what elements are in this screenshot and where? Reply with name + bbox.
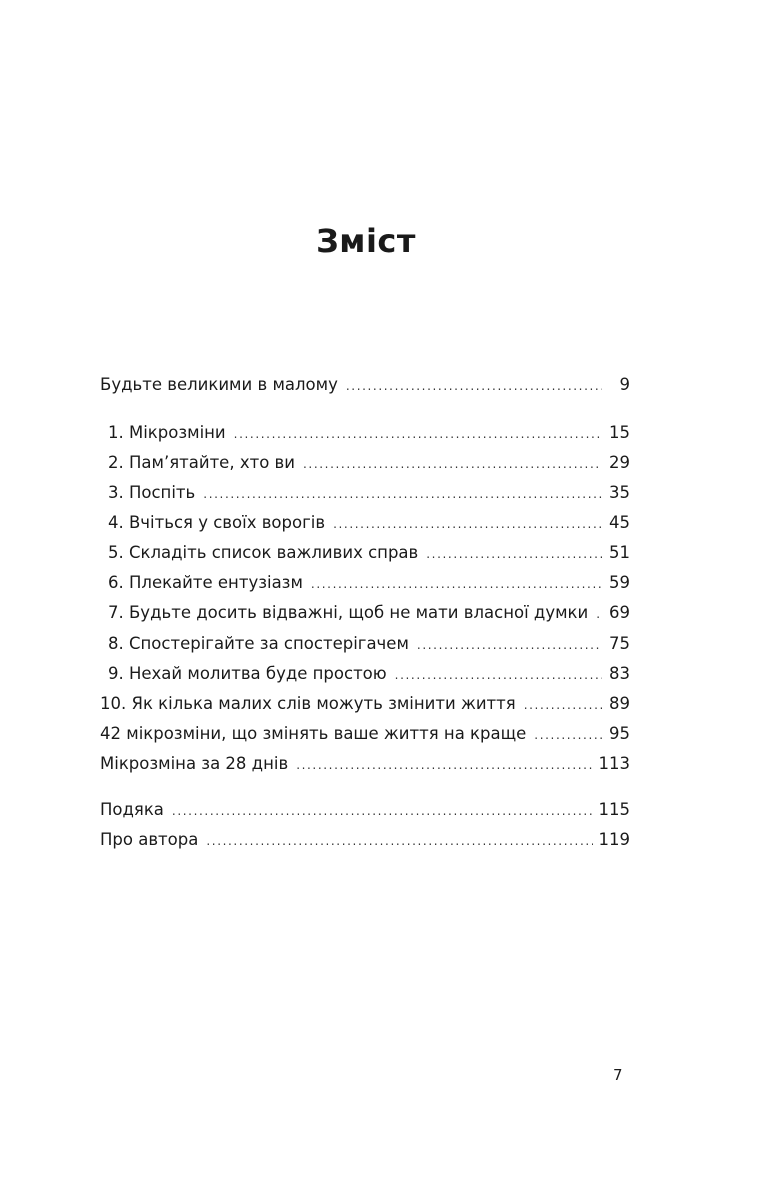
toc-entry [100,540,630,566]
toc-entry-page: 59 [609,573,630,592]
toc-entry-label: 42 мікрозміни, що змінять ваше життя на краще [100,724,527,743]
toc-entry-page: 113 [598,754,630,773]
toc-entry [100,751,630,777]
toc-entry-page: 119 [598,830,630,849]
toc-entry-label: 7. Будьте досить відважні, щоб не мати власної думки [108,603,589,622]
toc-entry [100,661,630,687]
dot-leader [311,571,602,597]
toc-entry-label: Будьте великими в малому [100,375,338,394]
toc-entry-label: Подяка [100,800,164,819]
dot-leader [172,798,593,824]
dot-leader [346,373,602,399]
dot-leader [524,692,602,718]
toc-entry-page: 51 [609,543,630,562]
dot-leader [417,632,602,658]
toc-entry-label: 3. Поспіть [108,483,196,502]
toc-entry-label: 1. Мікрозміни [108,423,226,442]
toc-entry-page: 69 [609,603,630,622]
dot-leader [303,451,602,477]
toc-entry [100,450,630,476]
toc-entry [100,721,630,747]
toc-entry-label: Мікрозміна за 28 днів [100,754,289,773]
toc-entry-label: 4. Вчіться у своїх ворогів [108,513,326,532]
toc-entry-label: 6. Плекайте ентузіазм [108,573,303,592]
toc-entry-page: 15 [609,423,630,442]
dot-leader [234,421,602,447]
page-title: Зміст [316,222,416,260]
toc-entry-label: Про автора [100,830,199,849]
toc-entry [100,372,630,398]
toc-entry-page: 75 [609,634,630,653]
toc-entry [100,510,630,536]
toc-entry-page: 89 [609,694,630,713]
dot-leader [203,481,602,507]
toc-entry [100,631,630,657]
toc-entry-page: 45 [609,513,630,532]
toc-entry [100,691,630,717]
dot-leader [426,541,602,567]
toc-entry-label: 2. Пам’ятайте, хто ви [108,453,295,472]
toc-entry [100,600,630,626]
toc-entry-page: 9 [619,375,630,394]
dot-leader [395,662,602,688]
toc-entry-label: 8. Спостерігайте за спостерігачем [108,634,409,653]
toc-entry [100,797,630,823]
toc-entry [100,827,630,853]
dot-leader [206,828,592,854]
dot-leader [534,722,602,748]
toc-entry [100,570,630,596]
page-number: 7 [613,1066,623,1084]
toc-entry [100,420,630,446]
toc-entry-label: 9. Нехай молитва буде простою [108,664,387,683]
toc-entry-page: 35 [609,483,630,502]
toc-entry-page: 95 [609,724,630,743]
dot-leader [296,752,592,778]
dot-leader [333,511,602,537]
toc-entry-label: 5. Складіть список важливих справ [108,543,419,562]
toc-entry-label: 10. Як кілька малих слів можуть змінити життя [100,694,516,713]
toc-entry-page: 83 [609,664,630,683]
toc-entry [100,480,630,506]
toc-entry-page: 29 [609,453,630,472]
toc-entry-page: 115 [598,800,630,819]
